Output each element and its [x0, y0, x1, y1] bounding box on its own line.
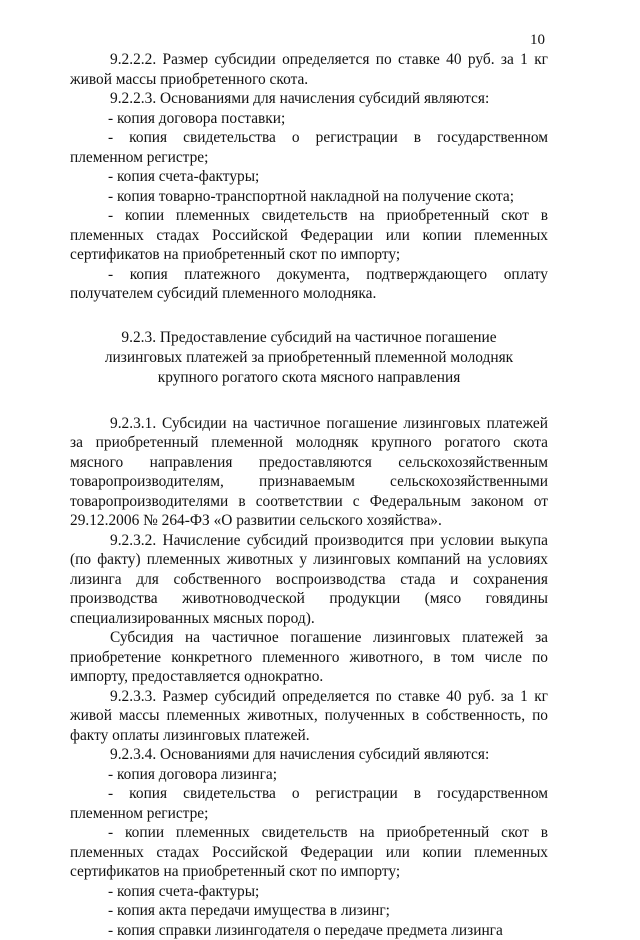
list-item: - копия счета-фактуры; — [70, 167, 548, 187]
list-item: - копии племенных свидетельств на приобретенный скот в племенных стадах Российской Федерации или копии племенных сертификатов на приобретенный скот по импорту; — [70, 206, 548, 265]
section-heading — [70, 328, 548, 388]
document-body — [70, 50, 548, 940]
list-item: - копия акта передачи имущества в лизинг; — [70, 901, 548, 921]
paragraph: 9.2.3.1. Субсидии на частичное погашение лизинговых платежей за приобретенный племенной молодняк крупного рогатого скота мясного направления предоставляются сельскохозяйственным товаропроизводителям, признаваемым сельскохозяйственными товаропроизводителями в соответствии с Федеральным законом от 29.12.2006 № 264-ФЗ «О развитии сельского хозяйства». — [70, 414, 548, 531]
list-item: - копия договора поставки; — [70, 109, 548, 129]
list-item: - копия товарно-транспортной накладной на получение скота; — [70, 187, 548, 207]
heading-line: лизинговых платежей за приобретенный племенной молодняк — [70, 348, 548, 368]
paragraph: 9.2.3.2. Начисление субсидий производится при условии выкупа (по факту) племенных животных у лизинговых компаний на условиях лизинга для собственного воспроизводства стада и сохранения производства животноводческой продукции (мясо говядины специализированных мясных пород). — [70, 531, 548, 629]
paragraph: 9.2.3.3. Размер субсидий определяется по ставке 40 руб. за 1 кг живой массы племенных животных, полученных в собственность, по факту оплаты лизинговых платежей. — [70, 687, 548, 746]
heading-line: крупного рогатого скота мясного направления — [70, 368, 548, 388]
section-9-2-3-paragraphs — [70, 414, 548, 940]
paragraph: 9.2.2.2. Размер субсидии определяется по ставке 40 руб. за 1 кг живой массы приобретенного скота. — [70, 50, 548, 89]
list-item: - копия счета-фактуры; — [70, 882, 548, 902]
page-number: 10 — [530, 32, 545, 49]
list-item: - копия свидетельства о регистрации в государственном племенном регистре; — [70, 784, 548, 823]
paragraph: Субсидия на частичное погашение лизинговых платежей за приобретение конкретного племенного животного, в том числе по импорту, предоставляется однократно. — [70, 628, 548, 687]
list-item: - копия свидетельства о регистрации в государственном племенном регистре; — [70, 128, 548, 167]
list-item: - копия платежного документа, подтверждающего оплату получателем субсидий племенного молодняка. — [70, 265, 548, 304]
section-9-2-2-paragraphs — [70, 50, 548, 304]
paragraph: 9.2.3.4. Основаниями для начисления субсидий являются: — [70, 745, 548, 765]
paragraph: 9.2.2.3. Основаниями для начисления субсидий являются: — [70, 89, 548, 109]
heading-line: 9.2.3. Предоставление субсидий на частичное погашение — [70, 328, 548, 348]
list-item: - копии племенных свидетельств на приобретенный скот в племенных стадах Российской Федерации или копии племенных сертификатов на приобретенный скот по импорту; — [70, 823, 548, 882]
list-item: - копия справки лизингодателя о передаче предмета лизинга — [70, 921, 548, 940]
list-item: - копия договора лизинга; — [70, 765, 548, 785]
